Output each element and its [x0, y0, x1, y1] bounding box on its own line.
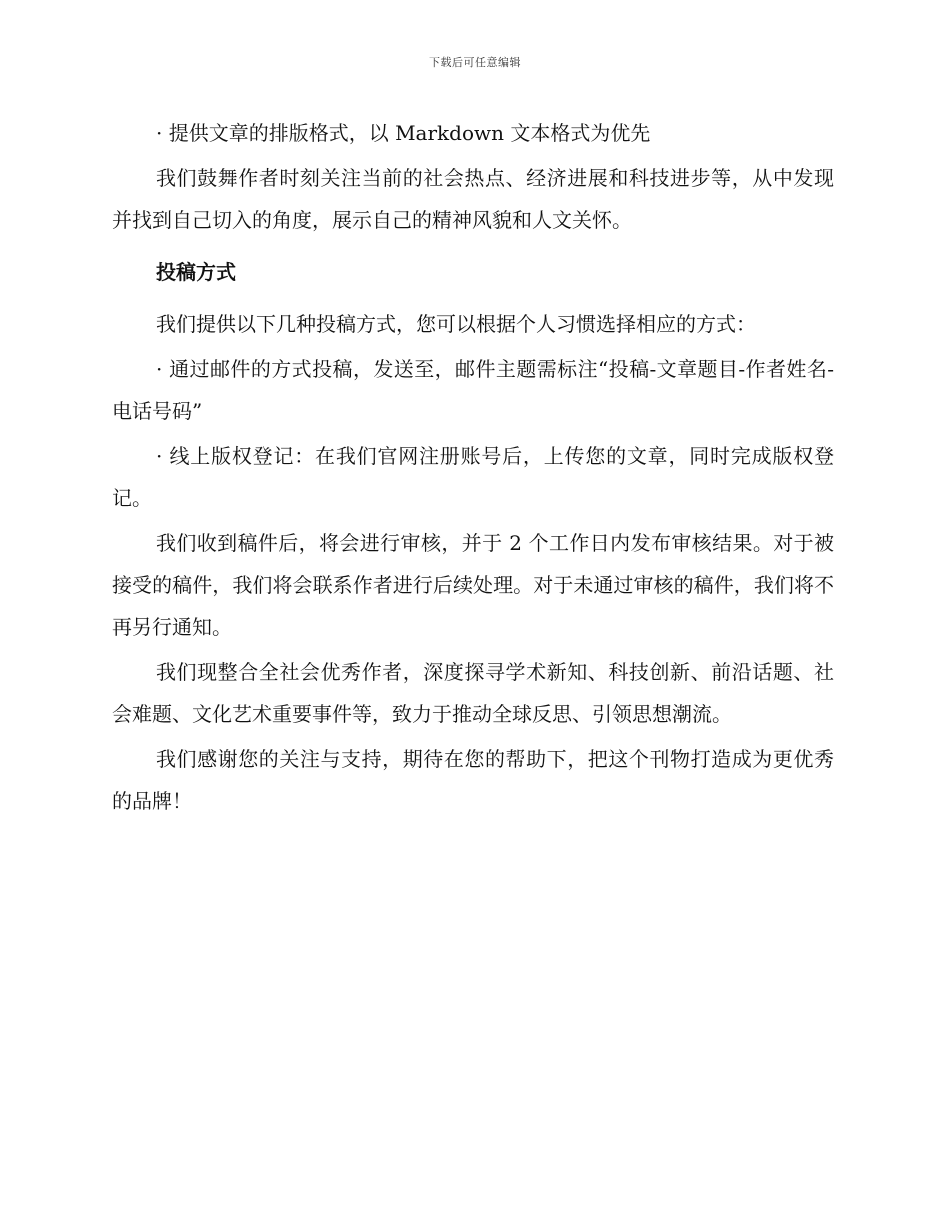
document-body — [112, 112, 834, 825]
section-heading: 投稿方式 — [156, 260, 236, 284]
page-header: 下载后可任意编辑 — [429, 56, 521, 69]
bullet-email: · 通过邮件的方式投稿，发送至，邮件主题需标注“投稿-文章题目-作者姓名-电话号码” — [112, 357, 834, 423]
bullet-format: · 提供文章的排版格式，以 Markdown 文本格式为优先 — [156, 121, 651, 145]
paragraph-thanks: 我们感谢您的关注与支持，期待在您的帮助下，把这个刊物打造成为更优秀的品牌！ — [112, 747, 834, 813]
paragraph-authors: 我们现整合全社会优秀作者，深度探寻学术新知、科技创新、前沿话题、社会难题、文化艺术重要事件等，致力于推动全球反思、引领思想潮流。 — [112, 660, 834, 726]
paragraph-methods-intro: 我们提供以下几种投稿方式，您可以根据个人习惯选择相应的方式： — [156, 312, 756, 336]
paragraph-encouragement: 我们鼓舞作者时刻关注当前的社会热点、经济进展和科技进步等，从中发现并找到自己切入的角度，展示自己的精神风貌和人文关怀。 — [112, 166, 834, 232]
bullet-online-registration: · 线上版权登记：在我们官网注册账号后，上传您的文章，同时完成版权登记。 — [112, 444, 834, 510]
paragraph-review: 我们收到稿件后，将会进行审核，并于 2 个工作日内发布审核结果。对于被接受的稿件，我们将会联系作者进行后续处理。对于未通过审核的稿件，我们将不再另行通知。 — [112, 531, 834, 639]
